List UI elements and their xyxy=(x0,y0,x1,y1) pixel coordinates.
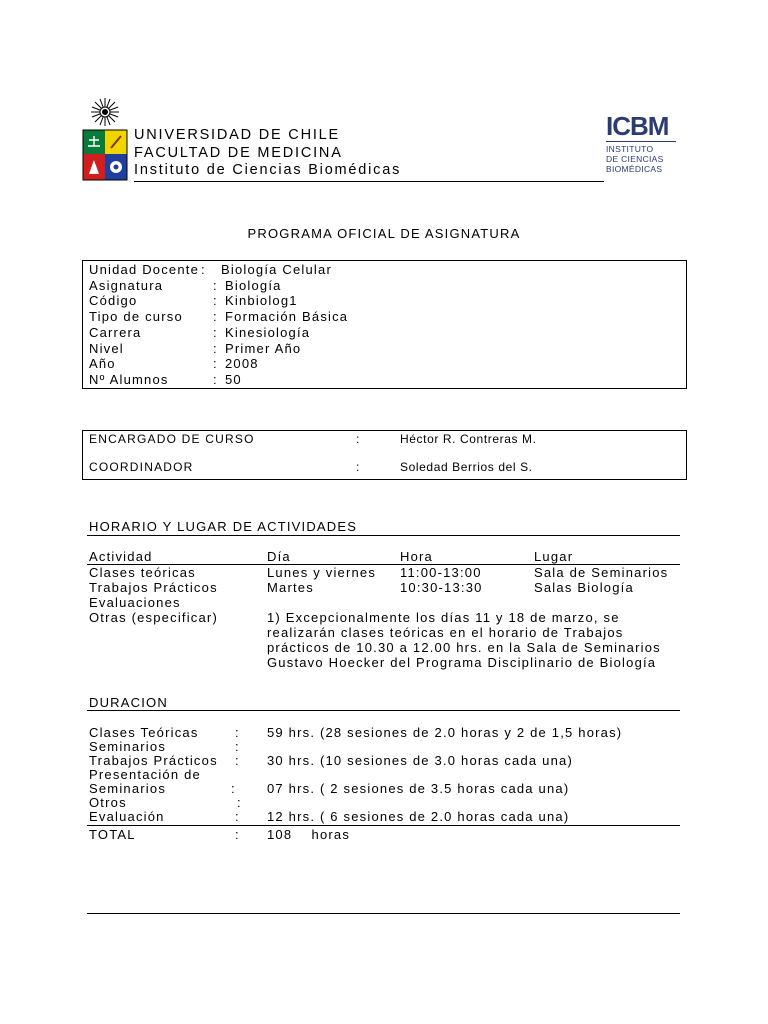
info-value-alumnos: 50 xyxy=(225,372,242,387)
schedule-row-actividad: Evaluaciones xyxy=(89,595,181,610)
duration-total-value: 108 horas xyxy=(267,827,351,842)
info-sep: : xyxy=(213,341,218,356)
schedule-col-lugar: Lugar xyxy=(534,549,574,564)
staff-sep: : xyxy=(356,432,361,446)
info-sep: : xyxy=(213,325,218,340)
schedule-other-label: Otras (especificar) xyxy=(89,610,218,625)
duration-sep: : xyxy=(235,827,240,842)
info-label-tipo: Tipo de curso xyxy=(89,309,183,324)
schedule-heading-rule xyxy=(87,535,680,536)
duration-sep: : xyxy=(235,739,240,754)
schedule-other-line: Gustavo Hoecker del Programa Disciplinario de Biología xyxy=(267,655,657,670)
duration-label: Seminarios xyxy=(89,739,167,754)
duration-heading: DURACION xyxy=(89,695,168,710)
header-divider xyxy=(134,181,604,182)
duration-label: Otros xyxy=(89,795,127,810)
staff-value-encargado: Héctor R. Contreras M. xyxy=(400,432,537,446)
university-name: UNIVERSIDAD DE CHILE xyxy=(134,127,341,143)
info-sep: : xyxy=(213,278,218,293)
schedule-heading: HORARIO Y LUGAR DE ACTIVIDADES xyxy=(89,519,358,534)
footer-rule xyxy=(87,913,680,914)
schedule-row-actividad: Clases teóricas xyxy=(89,565,196,580)
info-label-nivel: Nivel xyxy=(89,341,124,356)
schedule-row-hora: 10:30-13:30 xyxy=(400,580,483,595)
info-value-codigo: Kinbiolog1 xyxy=(225,293,298,308)
duration-value: 12 hrs. ( 6 sesiones de 2.0 horas cada una) xyxy=(267,809,570,824)
duration-value: 07 hrs. ( 2 sesiones de 3.5 horas cada una) xyxy=(267,781,570,796)
universidad-de-chile-logo-icon xyxy=(82,96,128,184)
info-value-tipo: Formación Básica xyxy=(225,309,349,324)
staff-value-coordinador: Soledad Berrios del S. xyxy=(400,460,533,474)
duration-label: Evaluación xyxy=(89,809,165,824)
info-label-ano: Año xyxy=(89,356,116,371)
info-label-carrera: Carrera xyxy=(89,325,142,340)
schedule-col-hora: Hora xyxy=(400,549,433,564)
info-value-unidad: Biología Celular xyxy=(221,262,332,277)
staff-label-coordinador: COORDINADOR xyxy=(89,460,194,474)
duration-sep: : xyxy=(235,809,240,824)
info-sep: : xyxy=(213,309,218,324)
info-value-carrera: Kinesiología xyxy=(225,325,311,340)
info-label-asignatura: Asignatura xyxy=(89,278,164,293)
duration-value: 30 hrs. (10 sesiones de 3.0 horas cada una) xyxy=(267,753,573,768)
duration-label: Trabajos Prácticos xyxy=(89,753,218,768)
info-sep: : xyxy=(213,293,218,308)
duration-sep: : xyxy=(231,781,236,796)
info-label-alumnos: Nº Alumnos xyxy=(89,372,169,387)
schedule-row-hora: 11:00-13:00 xyxy=(400,565,482,580)
schedule-col-dia: Día xyxy=(267,549,291,564)
duration-heading-rule xyxy=(87,710,680,711)
duration-sep: : xyxy=(235,753,240,768)
icbm-logo-line-1: INSTITUTO xyxy=(606,144,654,154)
schedule-col-actividad: Actividad xyxy=(89,549,153,564)
info-sep: : xyxy=(201,262,206,277)
schedule-row-lugar: Sala de Seminarios xyxy=(534,565,669,580)
info-value-asignatura: Biología xyxy=(225,278,282,293)
course-info-box xyxy=(82,260,687,389)
icbm-logo-mark: ICBM xyxy=(606,111,669,141)
duration-total-rule xyxy=(87,825,680,826)
duration-sep: : xyxy=(237,795,242,810)
schedule-row-dia: Lunes y viernes xyxy=(267,565,377,580)
schedule-row-actividad: Trabajos Prácticos xyxy=(89,580,218,595)
staff-sep: : xyxy=(356,460,361,474)
duration-value: 59 hrs. (28 sesiones de 2.0 horas y 2 de 1,5 horas) xyxy=(267,725,623,740)
schedule-row-dia: Martes xyxy=(267,580,314,595)
duration-sep: : xyxy=(235,725,240,740)
institute-name: Instituto de Ciencias Biomédicas xyxy=(134,162,402,178)
info-value-ano: 2008 xyxy=(225,356,259,371)
faculty-name: FACULTAD DE MEDICINA xyxy=(134,145,343,161)
staff-label-encargado: ENCARGADO DE CURSO xyxy=(89,432,255,446)
info-sep: : xyxy=(213,372,218,387)
info-label-unidad: Unidad Docente xyxy=(89,262,200,277)
info-label-codigo: Código xyxy=(89,293,138,308)
icbm-logo-line-2: DE CIENCIAS xyxy=(606,154,664,164)
info-value-nivel: Primer Año xyxy=(225,341,302,356)
info-sep: : xyxy=(213,356,218,371)
duration-label: Seminarios xyxy=(89,781,167,796)
duration-label: Presentación de xyxy=(89,767,201,782)
duration-label: Clases Teóricas xyxy=(89,725,199,740)
schedule-other-line: realizarán clases teóricas en el horario de Trabajos xyxy=(267,625,624,640)
schedule-other-line: 1) Excepcionalmente los días 11 y 18 de marzo, se xyxy=(267,610,620,625)
schedule-row-lugar: Salas Biología xyxy=(534,580,634,595)
icbm-logo xyxy=(606,112,680,178)
icbm-logo-line-3: BIOMÉDICAS xyxy=(606,164,663,174)
schedule-other-line: prácticos de 10.30 a 12.00 hrs. en la Sala de Seminarios xyxy=(267,640,661,655)
document-title: PROGRAMA OFICIAL DE ASIGNATURA xyxy=(247,226,521,241)
duration-total-label: TOTAL xyxy=(89,827,136,842)
